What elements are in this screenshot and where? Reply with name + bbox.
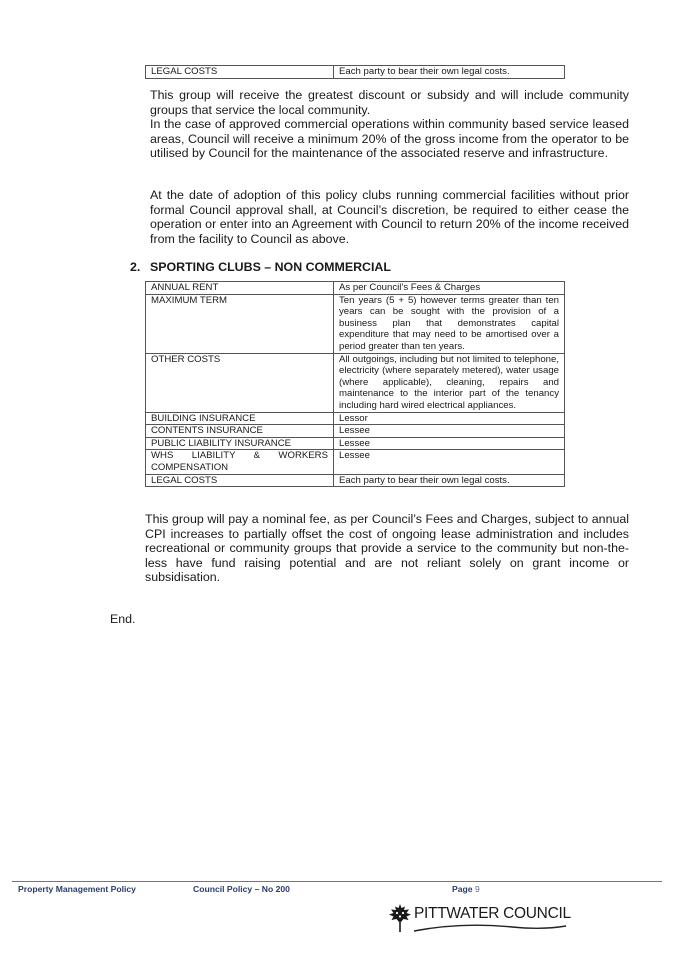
section-heading: [130, 260, 391, 274]
table-key: WHS LIABILITY & WORKERS COMPENSATION: [146, 450, 334, 474]
commercial-facilities-paragraph: At the date of adoption of this policy clubs running commercial facilities without prior formal Council approval shall, at Council’s discretion, be required to either cease the operation or enter into an Agreement with Council to return 20% of the income received from the facility to Council as above.: [150, 188, 629, 246]
table-value: Lessee: [334, 425, 565, 438]
paragraph-text: In the case of approved commercial operations within community based service leased areas, Council will receive a minimum 20% of the gross income from the operator to be utilised by Council for the maintenance of the associated reserve and infrastructure.: [150, 117, 629, 161]
table-value: Each party to bear their own legal costs.: [334, 66, 565, 79]
table-row: [146, 66, 565, 79]
table-row: [146, 425, 565, 438]
table-row: [146, 474, 565, 487]
table-key: LEGAL COSTS: [146, 66, 334, 79]
pittwater-council-logo: [388, 903, 571, 935]
table-key: MAXIMUM TERM: [146, 294, 334, 353]
sporting-clubs-lease-table: [145, 281, 565, 487]
page-number: 9: [474, 884, 480, 894]
table-row: [146, 294, 565, 353]
section-title: SPORTING CLUBS – NON COMMERCIAL: [150, 260, 391, 274]
table-key: PUBLIC LIABILITY INSURANCE: [146, 437, 334, 450]
end-marker: End.: [110, 612, 136, 626]
table-row: [146, 353, 565, 412]
table-key: BUILDING INSURANCE: [146, 412, 334, 425]
table-value: Lessor: [334, 412, 565, 425]
table-key: OTHER COSTS: [146, 353, 334, 412]
table-row: [146, 450, 565, 474]
footer-policy-number: Council Policy – No 200: [193, 884, 290, 894]
table-value: Each party to bear their own legal costs.: [334, 474, 565, 487]
community-groups-paragraph: [150, 88, 629, 161]
table-key: CONTENTS INSURANCE: [146, 425, 334, 438]
logo-text: PITTWATER COUNCIL: [414, 905, 571, 922]
logo-swoosh-icon: [412, 923, 568, 933]
table-value: As per Council’s Fees & Charges: [334, 282, 565, 295]
footer-divider: [12, 881, 662, 882]
table-row: [146, 412, 565, 425]
table-value: All outgoings, including but not limited to telephone, electricity (where separately metered), water usage (where applicable), cleaning, repairs and maintenance to the interior part of the tenancy including hard wired electrical appliances.: [334, 353, 565, 412]
table-row: [146, 437, 565, 450]
section-number: 2.: [130, 260, 141, 274]
table-value: Lessee: [334, 450, 565, 474]
table-key: LEGAL COSTS: [146, 474, 334, 487]
table-value: Lessee: [334, 437, 565, 450]
footer-policy-name: Property Management Policy: [18, 884, 136, 894]
page-label: Page: [452, 884, 473, 894]
tree-emblem-icon: [388, 903, 412, 933]
footer-page: [452, 884, 480, 894]
table-value: Ten years (5 + 5) however terms greater than ten years can be sought with the provision of a business plan that demonstrates capital expenditure that may need to be amortised over a period greater than ten years.: [334, 294, 565, 353]
top-lease-table: [145, 65, 565, 79]
paragraph-text: This group will receive the greatest discount or subsidy and will include community groups that service the local community.: [150, 88, 629, 117]
nominal-fee-paragraph: This group will pay a nominal fee, as per Council’s Fees and Charges, subject to annual CPI increases to partially offset the cost of ongoing lease administration and includes recreational or community groups that provide a service to the community but non-the-less have fund raising potential and are not reliant solely on grant income or subsidisation.: [145, 512, 629, 585]
table-key: ANNUAL RENT: [146, 282, 334, 295]
table-row: [146, 282, 565, 295]
